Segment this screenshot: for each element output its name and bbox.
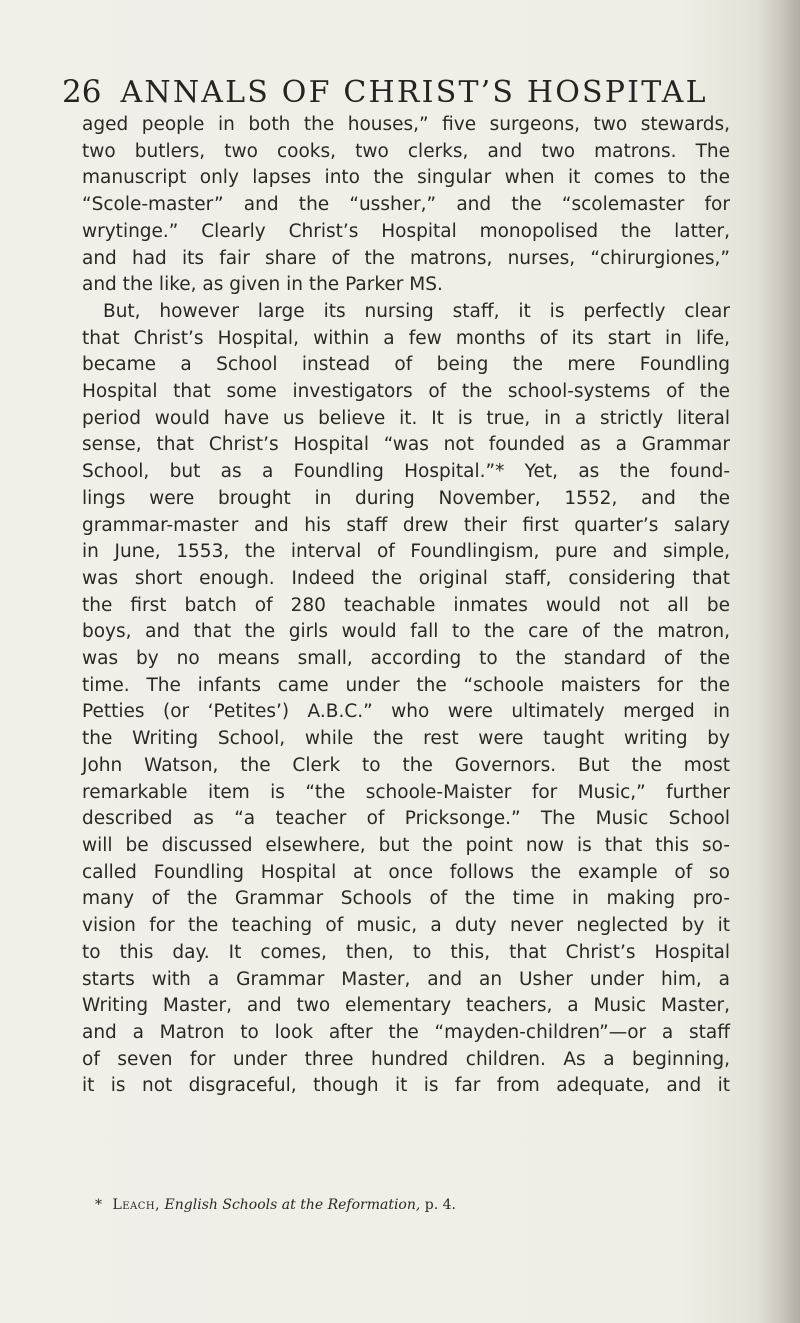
text-line: became a School instead of being the mere Foundling <box>82 354 730 376</box>
footnote <box>95 1197 735 1213</box>
text-line: manuscript only lapses into the singular when it comes to the <box>82 167 730 189</box>
text-line: called Foundling Hospital at once follows the example of so <box>82 861 730 883</box>
text-line: boys, and that the girls would fall to the care of the matron, <box>82 621 730 643</box>
text-line: in June, 1553, the interval of Foundlingism, pure and simple, <box>82 541 730 563</box>
text-line: was by no means small, according to the standard of the <box>82 648 730 670</box>
text-line: the Writing School, while the rest were taught writing by <box>82 728 730 750</box>
text-line: lings were brought in during November, 1552, and the <box>82 487 730 509</box>
text-line: two butlers, two cooks, two clerks, and two matrons. The <box>82 140 730 162</box>
text-line: Petties (or ‘Petites’) A.B.C.” who were ultimately merged in <box>82 701 730 723</box>
body-text <box>82 112 730 1100</box>
text-line: But, however large its nursing staff, it is perfectly clear <box>103 300 730 322</box>
text-line: of seven for under three hundred children. As a beginning, <box>82 1048 730 1070</box>
text-line: wrytinge.” Clearly Christ’s Hospital monopolised the latter, <box>82 220 730 242</box>
text-line: sense, that Christ’s Hospital “was not founded as a Grammar <box>82 434 730 456</box>
footnote-author: Leach, <box>112 1197 161 1213</box>
text-line: John Watson, the Clerk to the Governors. But the most <box>82 754 730 776</box>
text-line: starts with a Grammar Master, and an Usher under him, a <box>82 968 730 990</box>
text-line: remarkable item is “the schoole-Maister for Music,” further <box>82 781 730 803</box>
text-line: was short enough. Indeed the original staff, considering that <box>82 567 730 589</box>
text-line: and had its fair share of the matrons, nurses, “chirurgiones,” <box>82 247 730 269</box>
text-line: that Christ’s Hospital, within a few months of its start in life, <box>82 327 730 349</box>
text-line: and a Matron to look after the “mayden-children”—or a staff <box>82 1021 730 1043</box>
text-line: described as “a teacher of Pricksonge.” The Music School <box>82 808 730 830</box>
footnote-page: p. 4. <box>424 1197 457 1213</box>
page-edge-shadow <box>758 0 800 1323</box>
text-line: vision for the teaching of music, a duty never neglected by it <box>82 915 730 937</box>
footnote-marker: * <box>95 1197 102 1213</box>
text-line: many of the Grammar Schools of the time in making pro- <box>82 888 730 910</box>
text-line: School, but as a Foundling Hospital.”* Yet, as the found- <box>82 461 730 483</box>
text-line: and the like, as given in the Parker MS. <box>82 274 443 296</box>
page-number: 26 <box>62 74 102 110</box>
text-line: time. The infants came under the “schoole maisters for the <box>82 674 730 696</box>
text-line: the first batch of 280 teachable inmates would not all be <box>82 594 730 616</box>
text-line: “Scole-master” and the “ussher,” and the “scolemaster for <box>82 194 730 216</box>
text-line: Writing Master, and two elementary teachers, a Music Master, <box>82 995 730 1017</box>
running-title: ANNALS OF CHRIST’S HOSPITAL <box>120 75 708 110</box>
text-line: grammar-master and his staff drew their first quarter’s salary <box>82 514 730 536</box>
text-line: period would have us believe it. It is true, in a strictly literal <box>82 407 730 429</box>
text-line: Hospital that some investigators of the school-systems of the <box>82 381 730 403</box>
footnote-title: English Schools at the Reformation, <box>164 1197 421 1213</box>
text-line: to this day. It comes, then, to this, that Christ’s Hospital <box>82 941 730 963</box>
page-header <box>62 74 742 110</box>
text-line: aged people in both the houses,” five surgeons, two stewards, <box>82 114 730 135</box>
text-line: it is not disgraceful, though it is far from adequate, and it <box>82 1075 730 1097</box>
text-line: will be discussed elsewhere, but the point now is that this so- <box>82 834 730 856</box>
